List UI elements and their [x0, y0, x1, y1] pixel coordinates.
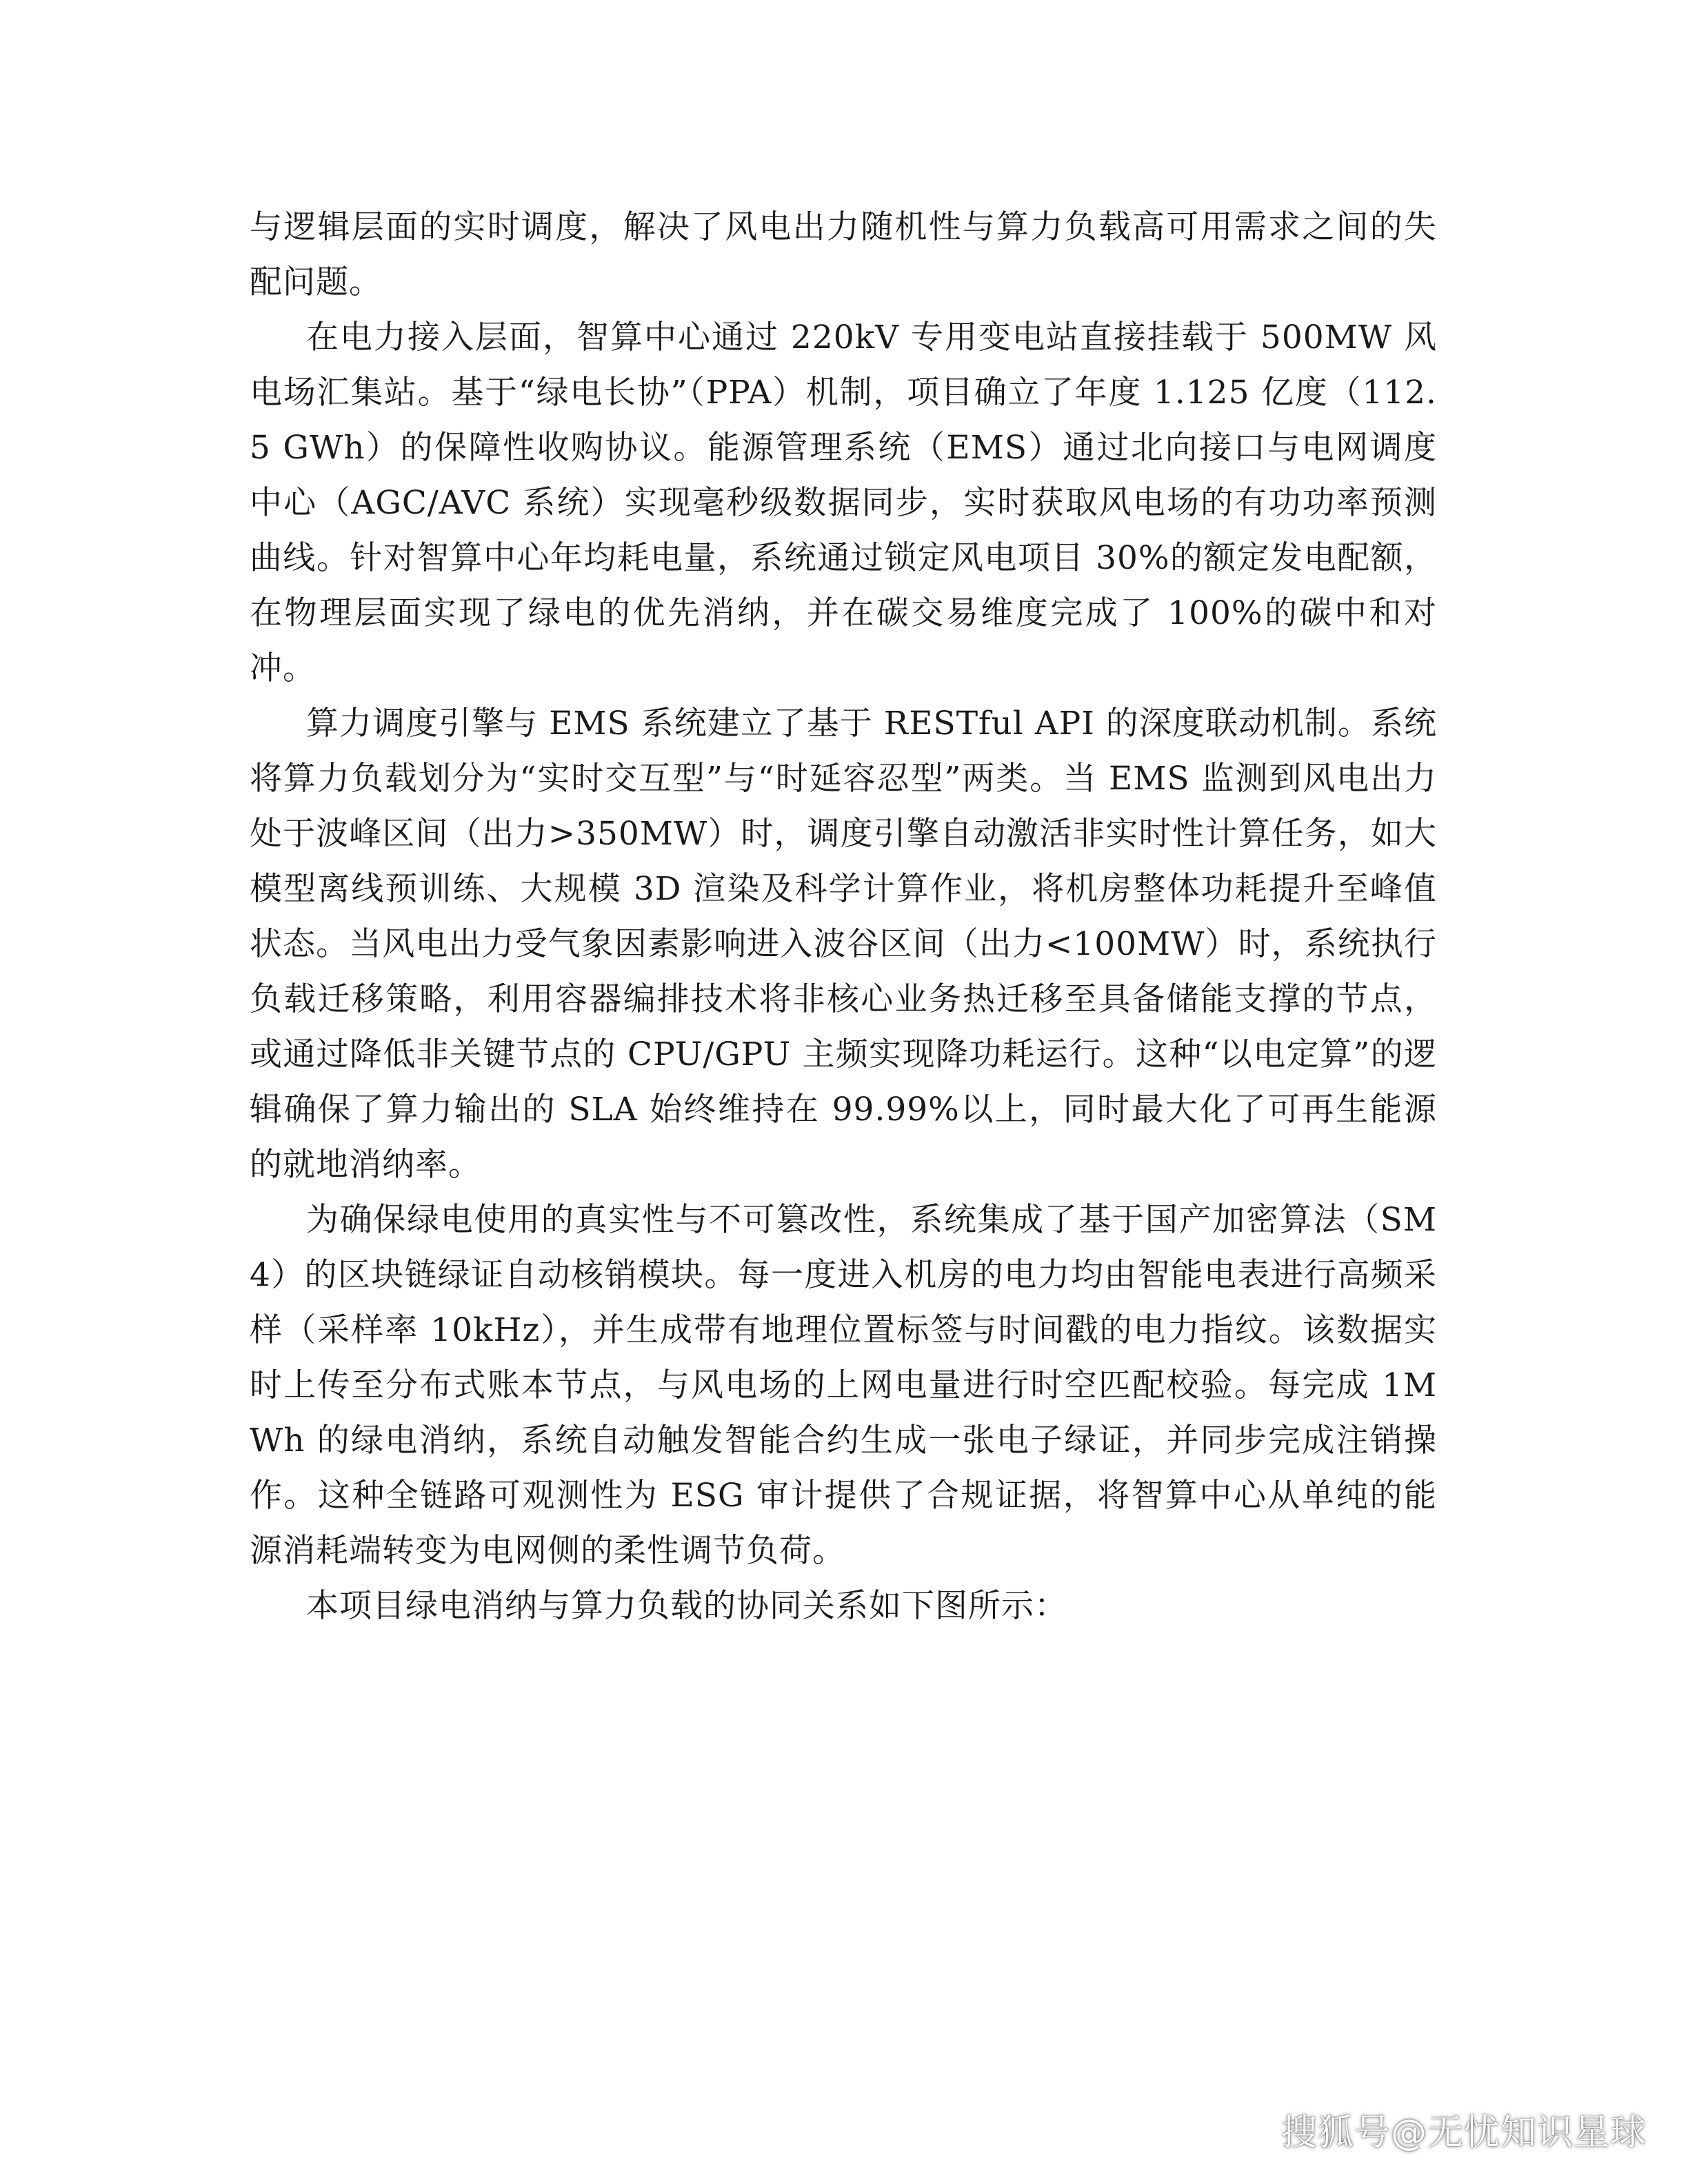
paragraph-power-access: 在电力接入层面，智算中心通过 220kV 专用变电站直接挂载于 500MW 风电场汇集站。基于“绿电长协”（PPA）机制，项目确立了年度 1.125 亿度（112.5 GWh）的保障性收购协议。能源管理系统（EMS）通过北向接口与电网调度中心（AGC/AVC 系统）实现毫秒级数据同步，实时获取风电场的有功功率预测曲线。针对智算中心年均耗电量，系统通过锁定风电项目 30%的额定发电配额，在物理层面实现了绿电的优先消纳，并在碳交易维度完成了 100%的碳中和对冲。: [250, 318, 1437, 687]
document-body: [250, 200, 1437, 1634]
paragraph-continuation: 与逻辑层面的实时调度，解决了风电出力随机性与算力负载高可用需求之间的失配问题。: [250, 208, 1437, 301]
watermark: 搜狐号@无忧知识星球: [1280, 2112, 1647, 2154]
paragraph-green-certificate: 为确保绿电使用的真实性与不可篡改性，系统集成了基于国产加密算法（SM4）的区块链绿证自动核销模块。每一度进入机房的电力均由智能电表进行高频采样（采样率 10kHz），并生成带有地理位置标签与时间戳的电力指纹。该数据实时上传至分布式账本节点，与风电场的上网电量进行时空匹配校验。每完成 1MWh 的绿电消纳，系统自动触发智能合约生成一张电子绿证，并同步完成注销操作。这种全链路可观测性为 ESG 审计提供了合规证据，将智算中心从单纯的能源消耗端转变为电网侧的柔性调节负荷。: [250, 1201, 1437, 1570]
paragraph-scheduling-engine: 算力调度引擎与 EMS 系统建立了基于 RESTful API 的深度联动机制。系统将算力负载划分为“实时交互型”与“时延容忍型”两类。当 EMS 监测到风电出力处于波峰区间（出力>350MW）时，调度引擎自动激活非实时性计算任务，如大模型离线预训练、大规模 3D 渲染及科学计算作业，将机房整体功耗提升至峰值状态。当风电出力受气象因素影响进入波谷区间（出力<100MW）时，系统执行负载迁移策略，利用容器编排技术将非核心业务热迁移至具备储能支撑的节点，或通过降低非关键节点的 CPU/GPU 主频实现降功耗运行。这种“以电定算”的逻辑确保了算力输出的 SLA 始终维持在 99.99%以上，同时最大化了可再生能源的就地消纳率。: [250, 705, 1437, 1184]
paragraph-figure-intro: 本项目绿电消纳与算力负载的协同关系如下图所示：: [306, 1587, 1067, 1625]
